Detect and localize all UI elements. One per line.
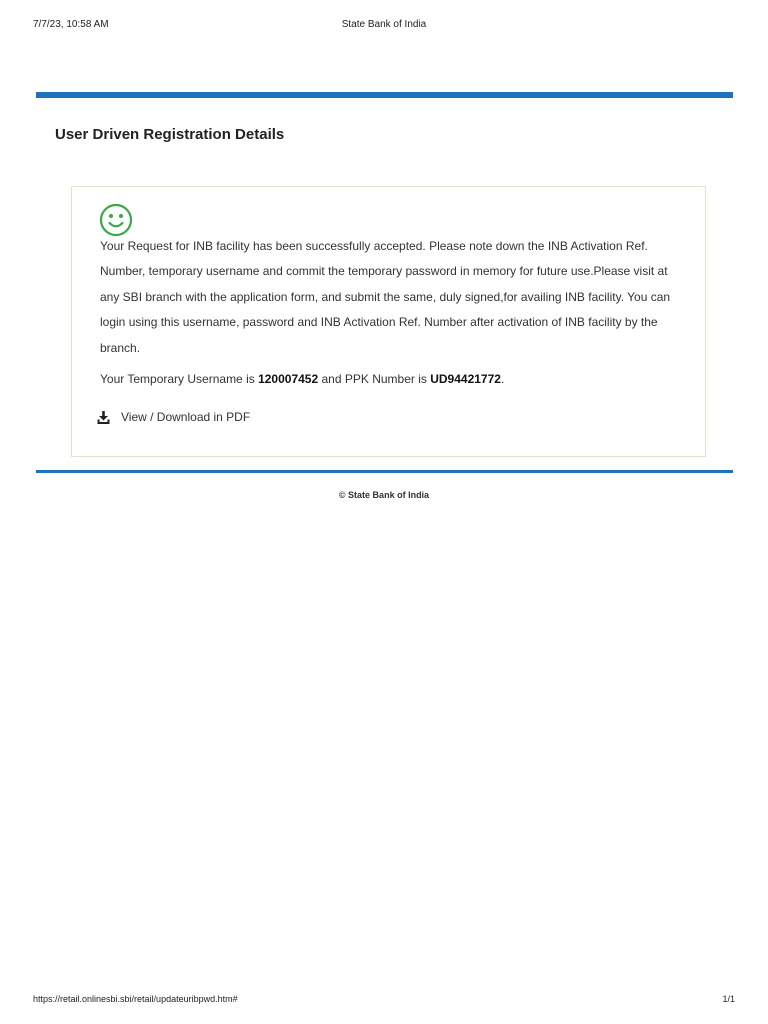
- view-download-pdf-link[interactable]: [97, 410, 250, 424]
- username-line: [100, 372, 504, 386]
- temporary-username: 120007452: [258, 372, 319, 386]
- print-page-number: 1/1: [722, 994, 735, 1004]
- print-page-title: State Bank of India: [341, 19, 427, 30]
- ppk-number: UD94421772: [430, 372, 501, 386]
- success-message: Your Request for INB facility has been successfully accepted. Please note down the INB Activation Ref. Number, temporary username and commit the temporary password in memory for future use.Please visit at any SBI branch with the application form, and submit the same, duly signed,for availing INB facility. You can login using this username, password and INB Activation Ref. Number after activation of INB facility by the branch.: [100, 239, 671, 355]
- username-prefix: Your Temporary Username is: [100, 372, 259, 386]
- print-url: https://retail.onlinesbi.sbi/retail/updateuribpwd.htm#: [33, 994, 238, 1004]
- smiley-icon: [99, 203, 133, 237]
- top-accent-bar: [36, 92, 733, 98]
- download-icon: [97, 411, 110, 424]
- print-datetime: 7/7/23, 10:58 AM: [33, 19, 109, 30]
- section-title: User Driven Registration Details: [55, 126, 285, 143]
- bottom-accent-bar: [36, 470, 733, 473]
- footer-copyright: © State Bank of India: [338, 490, 430, 500]
- ppk-prefix: and PPK Number is: [318, 372, 431, 386]
- registration-details-panel: [71, 186, 706, 457]
- username-line-suffix: .: [500, 372, 505, 386]
- pdf-link-label: View / Download in PDF: [121, 410, 251, 424]
